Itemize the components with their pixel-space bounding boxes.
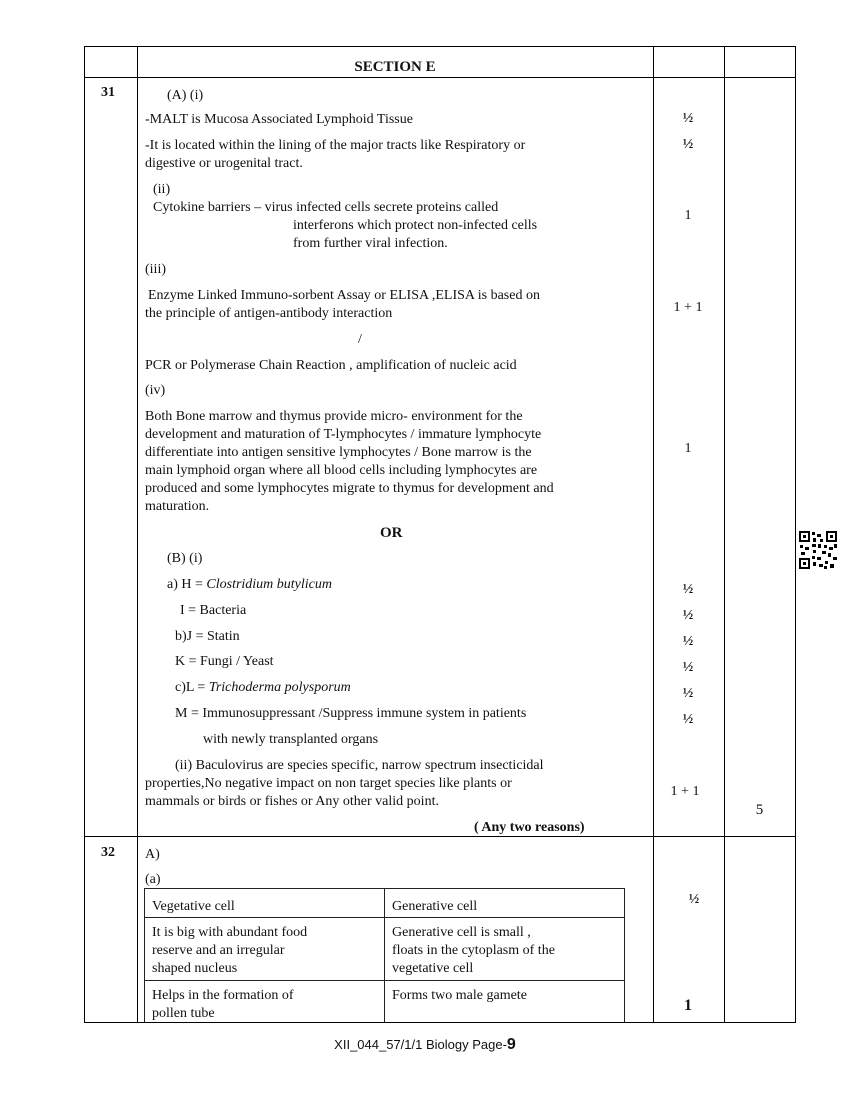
table-border-right	[795, 46, 796, 1023]
mark-l: ½	[682, 686, 694, 701]
mark-elisa: 1 + 1	[673, 300, 703, 315]
page-number: 9	[506, 1036, 516, 1053]
q31-b-i: I = Bacteria	[180, 603, 247, 618]
qr-code-icon	[798, 530, 838, 570]
mark-total-31: 5	[755, 802, 764, 818]
table-column-divider	[653, 46, 654, 1023]
q31-b-l-species: Trichoderma polysporum	[208, 680, 351, 695]
q31-iv-label: (iv)	[145, 383, 166, 398]
table-row1-right	[392, 924, 555, 978]
mark-h: ½	[682, 582, 694, 597]
q31-or-label: OR	[380, 525, 403, 541]
page-footer	[0, 1036, 850, 1054]
q31-malt: -MALT is Mucosa Associated Lymphoid Tissue	[145, 112, 413, 127]
table-cell-line: pollen tube	[152, 1006, 215, 1021]
q31-any-two: ( Any two reasons)	[474, 820, 585, 835]
footer-code: XII_044_57/1/1 Biology Page-	[334, 1037, 507, 1052]
table-header-generative: Generative cell	[392, 899, 478, 914]
table-row-divider	[84, 836, 796, 837]
q31-elisa-line1: Enzyme Linked Immuno-sorbent Assay or ELISA ,ELISA is based on	[148, 288, 540, 303]
table-cell-line: vegetative cell	[392, 961, 474, 976]
q31-b-m-line2: with newly transplanted organs	[203, 732, 379, 747]
q31-iv-line: development and maturation of T-lymphocytes / immature lymphocyte	[145, 427, 542, 442]
comparison-table-border	[624, 888, 625, 1022]
table-cell-line: Forms two male gamete	[392, 988, 527, 1003]
mark-m: ½	[682, 712, 694, 727]
q31-b-a-prefix: a) H =	[167, 577, 207, 592]
q31-cytokine-line3: from further viral infection.	[293, 236, 448, 251]
table-cell-line: floats in the cytoplasm of the	[392, 943, 555, 958]
q31-b-heading: (B) (i)	[167, 551, 203, 566]
table-column-divider	[137, 46, 138, 1023]
mark-q32-header: ½	[688, 892, 700, 907]
mark-ii: 1 + 1	[670, 784, 700, 799]
q31-a-heading: (A) (i)	[167, 88, 204, 103]
q31-iv-line: maturation.	[145, 499, 210, 514]
q32-sub-a: (a)	[145, 872, 161, 887]
q31-b-l-prefix: c)L =	[175, 680, 209, 695]
q31-cytokine-line1: Cytokine barriers – virus infected cells secrete proteins called	[153, 200, 499, 215]
q31-b-l	[175, 679, 351, 697]
q31-b-a	[167, 576, 332, 594]
table-cell-line: shaped nucleus	[152, 961, 238, 976]
q31-b-j: b)J = Statin	[175, 629, 240, 644]
q32-a-label: A)	[145, 847, 160, 862]
mark-location: ½	[682, 137, 694, 152]
table-row1-left	[152, 924, 307, 978]
table-row2-left	[152, 987, 294, 1023]
comparison-table-border	[144, 888, 145, 1022]
q31-pcr: PCR or Polymerase Chain Reaction , amplification of nucleic acid	[145, 358, 517, 373]
mark-j: ½	[682, 634, 694, 649]
q31-iv-line: produced and some lymphocytes migrate to thymus for development and	[145, 481, 554, 496]
q31-iii-label: (iii)	[145, 262, 166, 277]
q31-b-ii-line1: (ii) Baculovirus are species specific, narrow spectrum insecticidal	[175, 758, 544, 773]
q31-iv-line: differentiate into antigen sensitive lymphocytes / Bone marrow is the	[145, 445, 532, 460]
table-cell-line: reserve and an irregular	[152, 943, 285, 958]
section-title: SECTION E	[354, 59, 436, 75]
table-cell-line: Helps in the formation of	[152, 988, 294, 1003]
mark-q32-row2: 1	[684, 997, 692, 1014]
q31-b-m-line1: M = Immunosuppressant /Suppress immune system in patients	[175, 706, 527, 721]
mark-k: ½	[682, 660, 694, 675]
table-row-divider	[84, 77, 796, 78]
q31-location-line2: digestive or urogenital tract.	[145, 156, 303, 171]
table-column-divider	[724, 46, 725, 1023]
table-row2-right	[392, 987, 527, 1005]
q31-location-line1: -It is located within the lining of the major tracts like Respiratory or	[145, 138, 526, 153]
q31-iv-line: Both Bone marrow and thymus provide micro- environment for the	[145, 409, 523, 424]
q31-slash: /	[358, 332, 362, 347]
mark-i: ½	[682, 608, 694, 623]
table-cell-line: Generative cell is small ,	[392, 925, 531, 940]
q31-cytokine-line2: interferons which protect non-infected cells	[293, 218, 538, 233]
q31-b-ii-line2: properties,No negative impact on non target species like plants or	[145, 776, 512, 791]
mark-cytokine: 1	[684, 208, 692, 223]
q31-b-a-species: Clostridium butylicum	[206, 577, 333, 592]
q31-b-k: K = Fungi / Yeast	[175, 654, 274, 669]
q31-ii-label: (ii)	[153, 182, 171, 197]
mark-iv: 1	[684, 441, 692, 456]
comparison-table-divider	[384, 888, 385, 1022]
table-border-left	[84, 46, 85, 1023]
table-cell-line: It is big with abundant food	[152, 925, 308, 940]
q31-elisa-line2: the principle of antigen-antibody interaction	[145, 306, 393, 321]
q31-b-ii-line3: mammals or birds or fishes or Any other valid point.	[145, 794, 439, 809]
table-border-top	[84, 46, 796, 47]
question-number-31: 31	[101, 85, 115, 100]
q31-iv-line: main lymphoid organ where all blood cells including lymphocytes are	[145, 463, 538, 478]
table-header-vegetative: Vegetative cell	[152, 899, 235, 914]
question-number-32: 32	[101, 845, 115, 860]
mark-malt: ½	[682, 111, 694, 126]
